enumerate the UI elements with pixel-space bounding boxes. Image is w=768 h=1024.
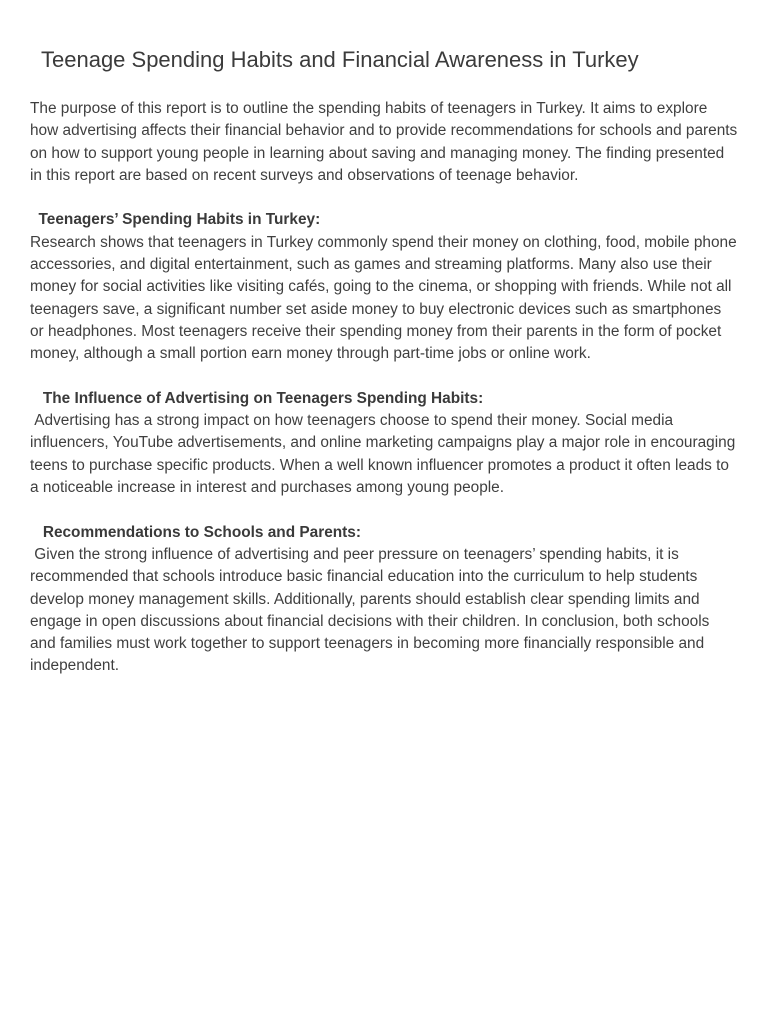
intro-paragraph: The purpose of this report is to outline the spending habits of teenagers in Turkey. It aims to explore how advertising affects their financial behavior and to provide recommendations for schools and parents on how to support young people in learning about saving and managing money. The finding presented in this report are based on recent surveys and observations of teenage behavior. xyxy=(30,100,738,184)
spacer xyxy=(30,187,738,209)
section-body-advertising: Advertising has a strong impact on how teenagers choose to spend their money. Social media influencers, YouTube advertisements, and online marketing campaigns play a major role in encouraging teens to purchase specific products. When a well known influencer promotes a product it often leads to a noticeable increase in interest and purchases among young people. xyxy=(30,412,740,497)
spacer xyxy=(30,366,738,388)
section-heading-recommendations: Recommendations to Schools and Parents: xyxy=(30,523,361,541)
document-title: Teenage Spending Habits and Financial Awareness in Turkey xyxy=(41,47,639,72)
spacer xyxy=(30,499,738,521)
section-heading-advertising: The Influence of Advertising on Teenagers Spending Habits: xyxy=(30,389,484,407)
section-heading-spending-habits: Teenagers’ Spending Habits in Turkey: xyxy=(30,211,321,229)
section-body-spending-habits: Research shows that teenagers in Turkey commonly spend their money on clothing, food, mobile phone accessories, and digital entertainment, such as games and streaming platforms. Many also use their money for social activities like visiting cafés, going to the cinema, or shopping with friends. While not all teenagers save, a significant number set aside money to buy electronic devices such as smartphones or headphones. Most teenagers receive their spending money from their parents in the form of pocket money, although a small portion earn money through part-time jobs or online work. xyxy=(30,233,737,363)
section-body-recommendations: Given the strong influence of advertising and peer pressure on teenagers’ spending habits, it is recommended that schools introduce basic financial education into the curriculum to help students develop money management skills. Additionally, parents should establish clear spending limits and engage in open discussions about financial decisions with their children. In conclusion, both schools and families must work together to support teenagers in becoming more financially responsible and independent. xyxy=(30,545,714,675)
